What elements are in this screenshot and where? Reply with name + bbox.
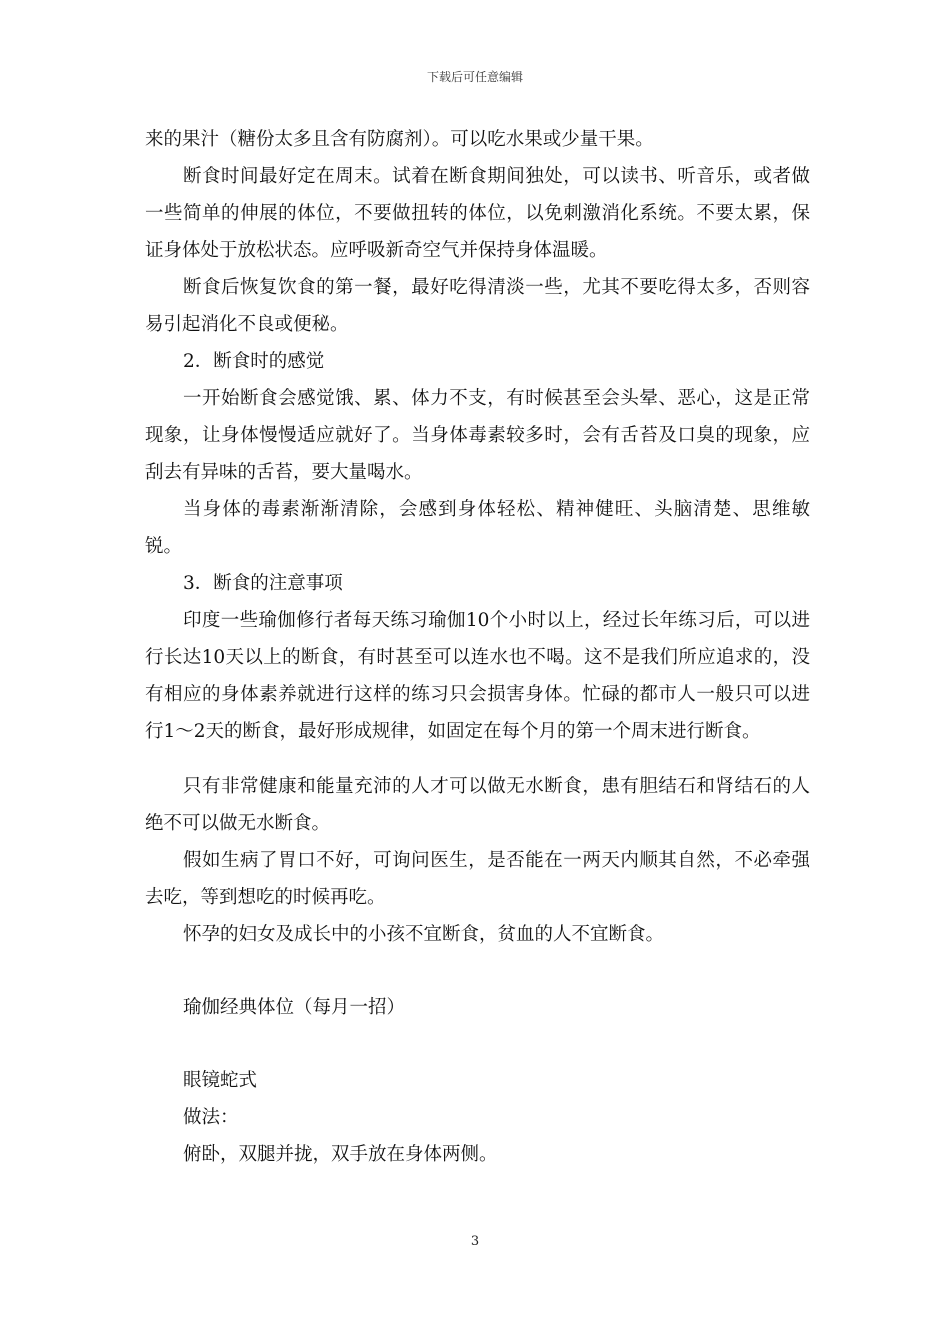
paragraph: 只有非常健康和能量充沛的人才可以做无水断食，患有胆结石和肾结石的人绝不可以做无水断食。 <box>145 776 810 834</box>
paragraph: 断食后恢复饮食的第一餐，最好吃得清淡一些，尤其不要吃得太多，否则容易引起消化不良或便秘。 <box>145 277 810 335</box>
paragraph: 当身体的毒素渐渐清除，会感到身体轻松、精神健旺、头脑清楚、思维敏锐。 <box>145 499 810 557</box>
paragraph: 俯卧，双腿并拢，双手放在身体两侧。 <box>183 1144 498 1165</box>
document-body <box>145 121 810 1173</box>
paragraph: 断食时间最好定在周末。试着在断食期间独处，可以读书、听音乐，或者做一些简单的伸展的体位，不要做扭转的体位，以免刺激消化系统。不要太累，保证身体处于放松状态。应呼吸新奇空气并保持身体温暖。 <box>145 166 810 261</box>
paragraph: 来的果汁（糖份太多且含有防腐剂）。可以吃水果或少量干果。 <box>145 129 654 150</box>
page-header: 下载后可任意编辑 <box>426 70 523 84</box>
pose-title: 眼镜蛇式 <box>183 1070 258 1091</box>
paragraph: 印度一些瑜伽修行者每天练习瑜伽10个小时以上，经过长年练习后，可以进行长达10天以上的断食，有时甚至可以连水也不喝。这不是我们所应追求的，没有相应的身体素养就进行这样的练习只会损害身体。忙碌的都市人一般只可以进行1～2天的断食，最好形成规律，如固定在每个月的第一个周末进行断食。 <box>145 610 810 742</box>
paragraph: 假如生病了胃口不好，可询问医生，是否能在一两天内顺其自然，不必牵强去吃，等到想吃的时候再吃。 <box>145 850 810 908</box>
section-heading: 2．断食时的感觉 <box>183 351 325 372</box>
section-heading: 3．断食的注意事项 <box>183 573 343 594</box>
section-heading: 瑜伽经典体位（每月一招） <box>183 997 406 1018</box>
pose-method-label: 做法： <box>183 1107 239 1128</box>
paragraph: 一开始断食会感觉饿、累、体力不支，有时候甚至会头晕、恶心，这是正常现象，让身体慢慢适应就好了。当身体毒素较多时，会有舌苔及口臭的现象，应刮去有异味的舌苔，要大量喝水。 <box>145 388 810 483</box>
page-number: 3 <box>470 1234 480 1249</box>
paragraph: 怀孕的妇女及成长中的小孩不宜断食，贫血的人不宜断食。 <box>183 924 665 945</box>
